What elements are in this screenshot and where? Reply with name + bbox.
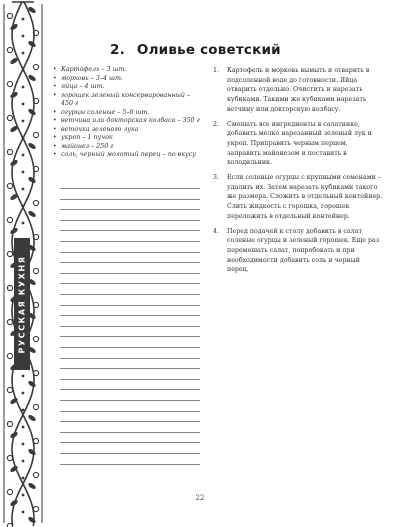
note-line bbox=[60, 230, 200, 231]
note-line bbox=[60, 252, 200, 253]
note-line bbox=[60, 209, 200, 210]
bud-icon bbox=[22, 409, 25, 412]
ornamental-border bbox=[0, 0, 46, 527]
step-list bbox=[213, 66, 383, 280]
note-line bbox=[60, 241, 200, 242]
bud-icon bbox=[22, 443, 25, 446]
curl-icon bbox=[33, 268, 38, 273]
leaf-icon bbox=[27, 210, 36, 218]
curl-icon bbox=[7, 81, 12, 86]
bud-icon bbox=[22, 137, 25, 140]
note-line bbox=[60, 358, 200, 359]
leaf-icon bbox=[27, 482, 36, 490]
bud-icon bbox=[22, 69, 25, 72]
bud-icon bbox=[22, 426, 25, 429]
side-label bbox=[14, 238, 30, 370]
leaf-icon bbox=[27, 414, 36, 422]
note-line bbox=[60, 464, 200, 465]
ingredient-item: • ветчина или докторская колбаса – 350 г bbox=[52, 117, 202, 126]
bud-icon bbox=[22, 205, 25, 208]
curl-icon bbox=[7, 251, 12, 256]
recipe-number: 2. bbox=[110, 42, 125, 58]
curl-icon bbox=[7, 47, 12, 52]
ingredient-list bbox=[52, 66, 202, 160]
ingredient-item: • соль, черный молотый перец – по вкусу bbox=[52, 151, 202, 160]
bud-icon bbox=[22, 52, 25, 55]
curl-icon bbox=[33, 336, 38, 341]
note-line bbox=[60, 336, 200, 337]
note-line bbox=[60, 220, 200, 221]
bud-icon bbox=[22, 222, 25, 225]
leaf-icon bbox=[27, 448, 36, 456]
step-number: 1. bbox=[213, 67, 220, 74]
curl-icon bbox=[7, 455, 12, 460]
note-line bbox=[60, 294, 200, 295]
step-text: Смешать все ингредиенты в салатнике, добавить мелко нарезанный зеленый лук и укроп. Приправить черным перцем, заправить майонезом и поставить в холодильник. bbox=[227, 120, 372, 167]
step-item bbox=[213, 120, 383, 169]
bud-icon bbox=[22, 35, 25, 38]
recipe-title-text: Оливье советский bbox=[136, 42, 281, 58]
recipe-title bbox=[110, 42, 380, 58]
bud-icon bbox=[22, 103, 25, 106]
ingredient-item: • горошек зеленый консервированный – 450 г bbox=[52, 92, 202, 109]
note-line bbox=[60, 389, 200, 390]
leaf-icon bbox=[27, 380, 36, 388]
curl-icon bbox=[33, 132, 38, 137]
bud-icon bbox=[22, 511, 25, 514]
bud-icon bbox=[22, 460, 25, 463]
curl-icon bbox=[7, 183, 12, 188]
ingredient-item: • майонез – 250 г bbox=[52, 143, 202, 152]
step-text: Перед подачей к столу добавить в салат соленые огурцы и зеленый горошек. Еще раз перемешать салат, попробовать и при необходимости добавить соль и черный перец. bbox=[227, 227, 380, 274]
bud-icon bbox=[22, 188, 25, 191]
bud-icon bbox=[22, 154, 25, 157]
note-line bbox=[60, 283, 200, 284]
bud-icon bbox=[22, 477, 25, 480]
step-text: Если соленые огурцы с крупными семенами – удалить их. Затем нарезать кубиками такого же размера. Сложить в отдельный контейнер. Слить жидкость с горошка, горошек переложить в отдельный контейнер. bbox=[227, 174, 383, 220]
note-line bbox=[60, 421, 200, 422]
leaf-icon bbox=[27, 516, 36, 524]
curl-icon bbox=[7, 421, 12, 426]
page-number: 22 bbox=[195, 494, 205, 502]
curl-icon bbox=[33, 506, 38, 511]
note-line bbox=[60, 453, 200, 454]
step-item bbox=[213, 227, 383, 276]
bud-icon bbox=[22, 375, 25, 378]
ingredient-item: • веточка зеленого лука bbox=[52, 126, 202, 135]
ingredient-item: • огурцы соленые – 5–6 шт. bbox=[52, 109, 202, 118]
bud-icon bbox=[22, 18, 25, 21]
ingredient-item: • морковь – 3–4 шт. bbox=[52, 75, 202, 84]
bud-icon bbox=[22, 171, 25, 174]
note-line bbox=[60, 432, 200, 433]
curl-icon bbox=[7, 149, 12, 154]
note-line bbox=[60, 188, 200, 189]
curl-icon bbox=[33, 64, 38, 69]
curl-icon bbox=[7, 387, 12, 392]
curl-icon bbox=[7, 217, 12, 222]
note-line bbox=[60, 411, 200, 412]
note-line bbox=[60, 262, 200, 263]
step-number: 2. bbox=[213, 120, 220, 128]
ingredient-item: • укроп – 1 пучок bbox=[52, 134, 202, 143]
note-line bbox=[60, 305, 200, 306]
bud-icon bbox=[22, 86, 25, 89]
step-number: 3. bbox=[213, 174, 220, 182]
curl-icon bbox=[7, 353, 12, 358]
ingredient-item: • яйца – 4 шт. bbox=[52, 83, 202, 92]
note-line bbox=[60, 368, 200, 369]
step-item bbox=[213, 66, 383, 115]
note-line bbox=[60, 273, 200, 274]
note-line bbox=[60, 400, 200, 401]
curl-icon bbox=[7, 319, 12, 324]
side-label-text: РУССКАЯ КУХНЯ bbox=[17, 255, 27, 353]
curl-icon bbox=[33, 438, 38, 443]
ingredient-item: • Картофель – 3 шт. bbox=[52, 66, 202, 75]
curl-icon bbox=[7, 13, 12, 18]
note-line bbox=[60, 379, 200, 380]
curl-icon bbox=[33, 472, 38, 477]
step-number: 4. bbox=[213, 227, 220, 235]
step-item bbox=[213, 173, 383, 222]
note-line bbox=[60, 199, 200, 200]
note-line bbox=[60, 347, 200, 348]
note-line bbox=[60, 326, 200, 327]
step-text: Картофель и морковь вымыть и отварить в подсоленной воде до готовности. Яйца отварить отдельно. Очистить и нарезать кубиками. Такими же кубиками нарезать ветчину или докторскую колбасу. bbox=[227, 67, 370, 113]
curl-icon bbox=[7, 115, 12, 120]
curl-icon bbox=[33, 200, 38, 205]
bud-icon bbox=[22, 120, 25, 123]
note-line bbox=[60, 442, 200, 443]
note-line bbox=[60, 315, 200, 316]
curl-icon bbox=[7, 285, 12, 290]
bud-icon bbox=[22, 392, 25, 395]
curl-icon bbox=[33, 404, 38, 409]
